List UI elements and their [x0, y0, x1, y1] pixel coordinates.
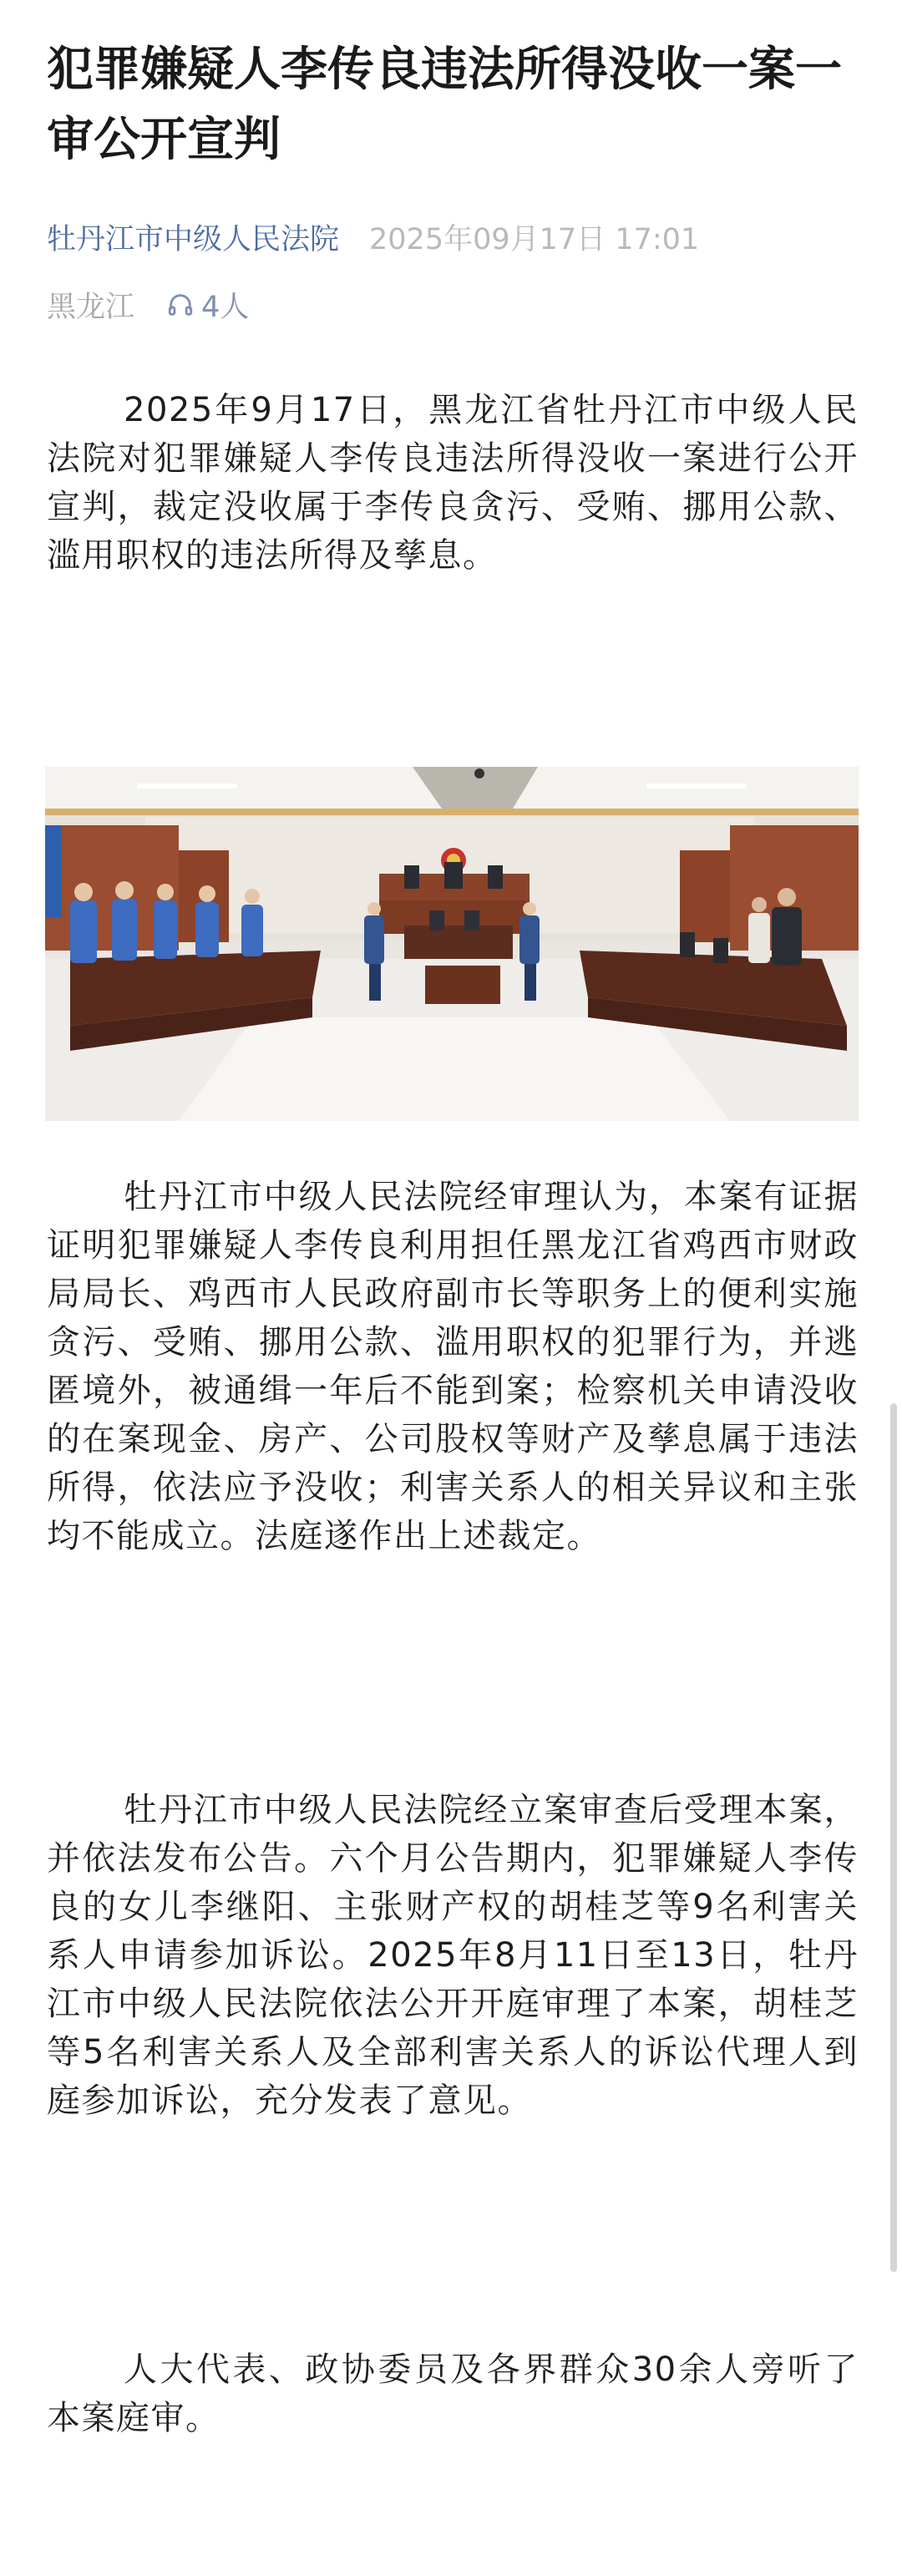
region-label: 黑龙江 [47, 291, 135, 324]
article-title: 犯罪嫌疑人李传良违法所得没收一案一审公开宣判 [47, 43, 842, 167]
courtroom-photo [45, 767, 859, 1121]
publish-datetime: 2025年09月17日 17:01 [369, 223, 700, 256]
paragraph-3: 牡丹江市中级人民法院经立案审查后受理本案，并依法发布公告。六个月公告期内，犯罪嫌疑人李传良的女儿李继阳、主张财产权的胡桂芝等9名利害关系人申请参加诉讼。2025年8月11日至13日，牡丹江市中级人民法院依法公开开庭审理了本案，胡桂芝等5名利害关系人及全部利害关系人的诉讼代理人到庭参加诉讼，充分发表了意见。 [47, 1791, 859, 2120]
paragraph-2: 牡丹江市中级人民法院经审理认为，本案有证据证明犯罪嫌疑人李传良利用担任黑龙江省鸡西市财政局局长、鸡西市人民政府副市长等职务上的便利实施贪污、受贿、挪用公款、滥用职权的犯罪行为，并逃匿境外，被通缉一年后不能到案；检察机关申请没收的在案现金、房产、公司股权等财产及孳息属于违法所得，依法应予没收；利害关系人的相关异议和主张均不能成立。法庭遂作出上述裁定。 [47, 1178, 859, 1555]
headphones-icon [166, 291, 195, 319]
listener-count: 4人 [201, 291, 250, 324]
article-meta [47, 214, 865, 261]
scrollbar[interactable] [890, 1403, 897, 2272]
paragraph-1: 2025年9月17日，黑龙江省牡丹江市中级人民法院对犯罪嫌疑人李传良违法所得没收一案进行公开宣判，裁定没收属于李传良贪污、受贿、挪用公款、滥用职权的违法所得及孳息。 [47, 391, 859, 575]
article-meta-secondary [47, 284, 249, 326]
source-name[interactable]: 牡丹江市中级人民法院 [47, 223, 340, 256]
listen-button[interactable] [166, 284, 249, 326]
paragraph-4: 人大代表、政协委员及各界群众30余人旁听了本案庭审。 [47, 2350, 859, 2437]
